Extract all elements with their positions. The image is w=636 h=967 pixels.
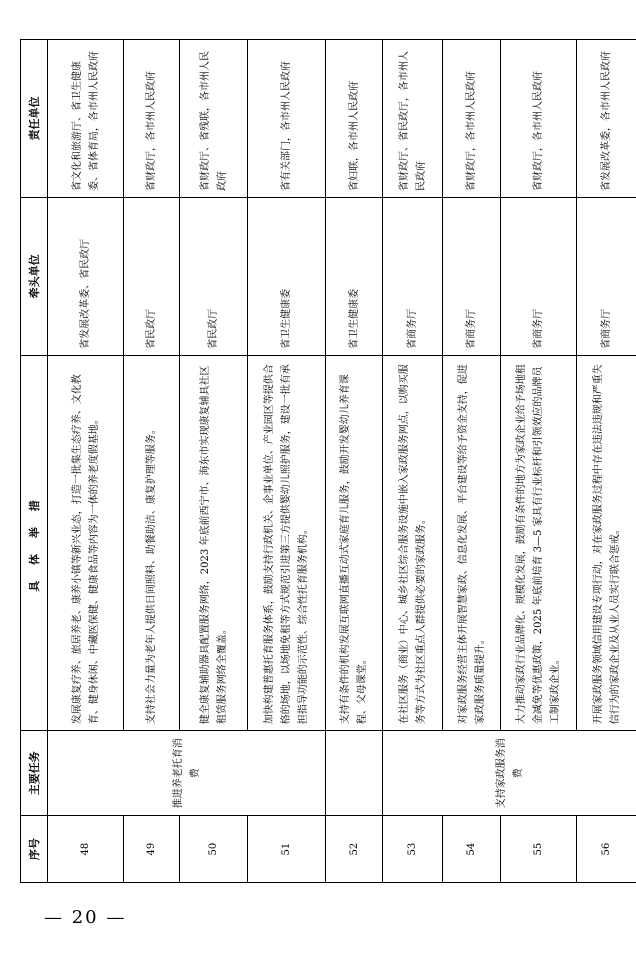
- task-cell: 支持家政服务消费: [383, 731, 636, 816]
- row-measure: 开展家政服务领域信用建设专项行动，对在家政服务过程中存在违法违规和严重失信行为的家政企业及从业人员实行联合惩戒。: [577, 355, 636, 730]
- row-lead: 省卫生健康委: [326, 197, 383, 355]
- row-lead: 省商务厅: [443, 197, 501, 355]
- row-measure: 在社区服务（商业）中心、城乡社区综合服务设施中嵌入家政服务网点，以购买服务等方式为社区重点人群提供必要的家政服务。: [383, 355, 443, 730]
- header-task: 主要任务: [21, 731, 48, 816]
- header-no: 序号: [21, 816, 48, 883]
- table-row: [326, 40, 383, 883]
- row-no: 50: [180, 816, 248, 883]
- row-measure: 对家政服务经营主体开展智慧家政、信息化发展、平台建设等给予资金支持，促进家政服务质量提升。: [443, 355, 501, 730]
- row-measure: 发展康复疗养、旅居养老、康养小镇等新兴业态，打造一批集生态疗养、文化教育、健身休闲、中藏医保健、健康食品等内容为一体的养老度假基地。: [48, 355, 124, 730]
- row-lead: 省商务厅: [501, 197, 577, 355]
- row-no: 52: [326, 816, 383, 883]
- row-lead: 省商务厅: [577, 197, 636, 355]
- task-cell-empty: [326, 731, 383, 816]
- row-measure: 加快构建普惠托育服务体系，鼓励支持行政机关、企事业单位、产业园区等提供合格的场地，以场地免租等方式规范引进第三方提供婴幼儿照护服务，建设一批有承担指导功能的示范性、综合性托育服务机构。: [248, 355, 326, 730]
- page-number: — 20 —: [44, 907, 127, 928]
- row-resp: 省财政厅，各市州人民政府: [124, 40, 180, 198]
- row-lead: 省民政厅: [124, 197, 180, 355]
- row-lead: 省商务厅: [383, 197, 443, 355]
- row-resp: 省财政厅、省民政厅，各市州人民政府: [383, 40, 443, 198]
- row-measure: 大力推动家政行业品牌化、规模化发展，鼓励有条件的地方为家政企业给予场地租金减免等优惠政策，2025 年底前培育 3—5 家具有行业标杆和引领效应的品牌员工制家政企业。: [501, 355, 577, 730]
- row-no: 54: [443, 816, 501, 883]
- table-row: [48, 40, 124, 883]
- row-no: 51: [248, 816, 326, 883]
- header-resp: 责任单位: [21, 40, 48, 198]
- table-row: [383, 40, 443, 883]
- row-no: 56: [577, 816, 636, 883]
- task-cell: 推进养老托育消费: [48, 731, 326, 816]
- row-resp: 省妇联，各市州人民政府: [326, 40, 383, 198]
- row-no: 48: [48, 816, 124, 883]
- header-lead: 牵头单位: [21, 197, 48, 355]
- rotated-table-page: [20, 39, 621, 883]
- table-header-row: [21, 40, 48, 883]
- row-resp: 省财政厅，各市州人民政府: [443, 40, 501, 198]
- measures-table: [20, 39, 636, 883]
- row-resp: 省财政厅、省残联，各市州人民政府: [180, 40, 248, 198]
- row-lead: 省卫生健康委: [248, 197, 326, 355]
- row-lead: 省民政厅: [180, 197, 248, 355]
- row-no: 53: [383, 816, 443, 883]
- row-resp: 省文化和旅游厅、省卫生健康委、省体育局，各市州人民政府: [48, 40, 124, 198]
- header-measure: 具 体 举 措: [21, 355, 48, 730]
- row-resp: 省有关部门，各市州人民政府: [248, 40, 326, 198]
- row-resp: 省发展改革委，各市州人民政府: [577, 40, 636, 198]
- row-measure: 支持有条件的机构发展互联网直播互动式家庭育儿服务，鼓励开发婴幼儿养育课程、父母课堂。: [326, 355, 383, 730]
- row-lead: 省发展改革委、省民政厅: [48, 197, 124, 355]
- row-no: 55: [501, 816, 577, 883]
- row-resp: 省财政厅，各市州人民政府: [501, 40, 577, 198]
- row-measure: 健全康复辅助器具配置服务网络，2023 年底前西宁市、海东市实现康复辅具社区租赁服务网络全覆盖。: [180, 355, 248, 730]
- row-measure: 支持社会力量为老年人提供日间照料、助餐助洁、康复护理等服务。: [124, 355, 180, 730]
- row-no: 49: [124, 816, 180, 883]
